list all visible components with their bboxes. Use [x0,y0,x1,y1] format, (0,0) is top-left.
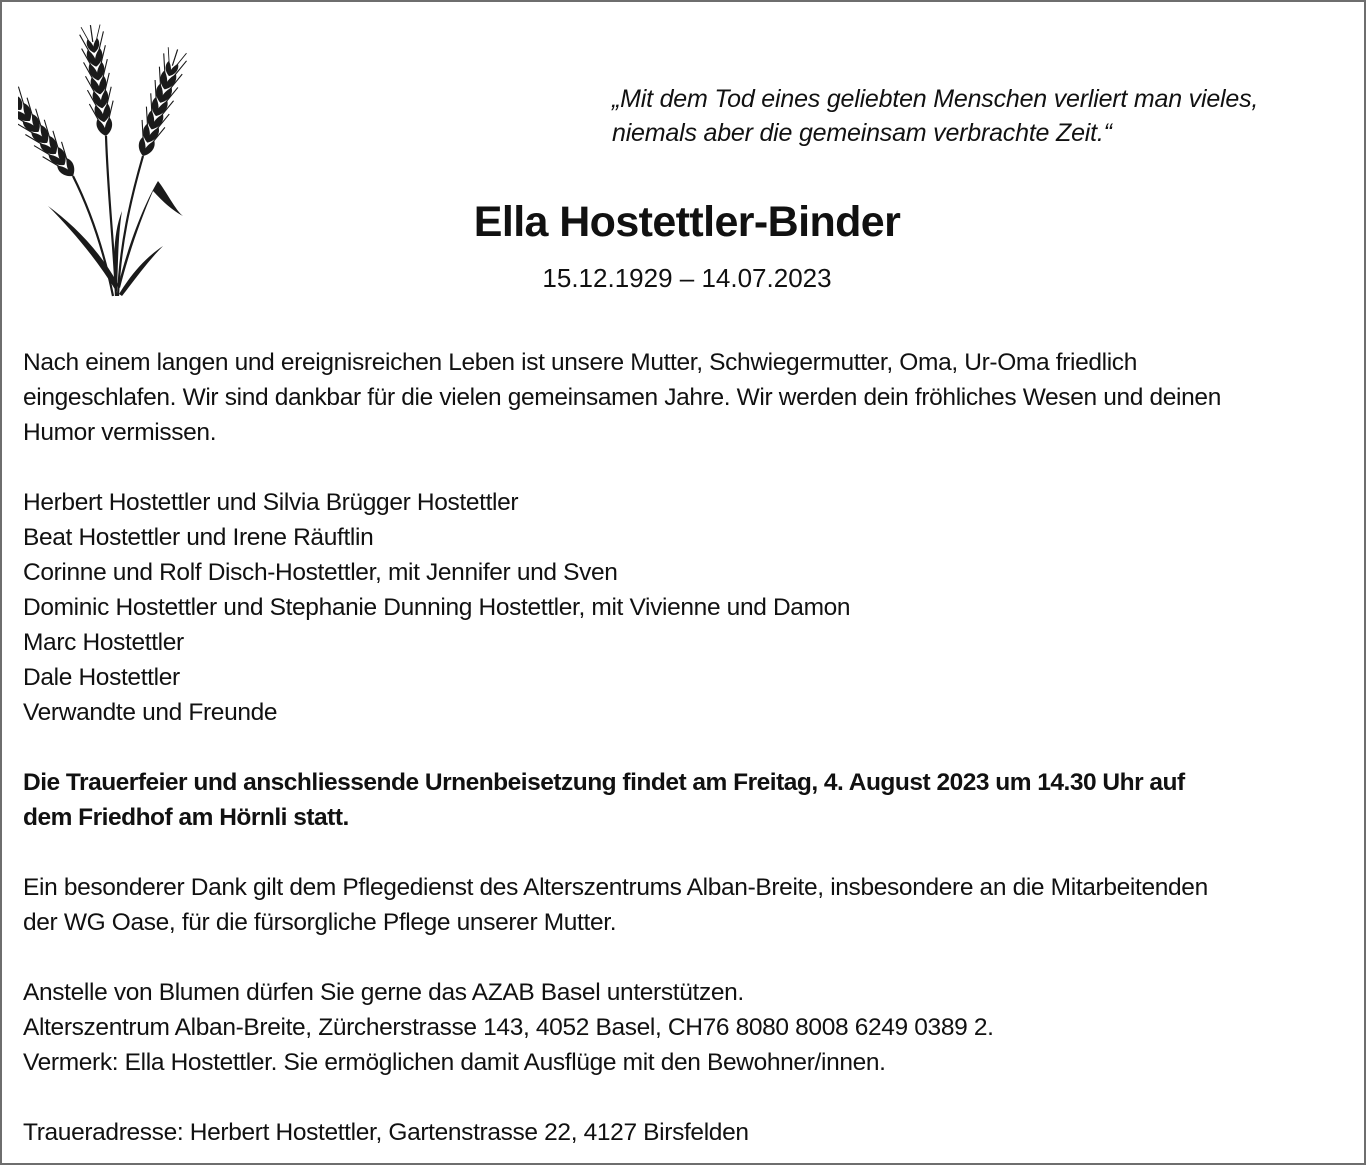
quote-line: niemals aber die gemeinsam verbrachte Zeit.“ [612,119,1112,147]
quote-line: „Mit dem Tod eines geliebten Menschen verliert man vieles, [612,85,1259,113]
mourner-line: Marc Hostettler [23,629,184,656]
life-dates: 15.12.1929 – 14.07.2023 [542,263,832,293]
thanks-line: der WG Oase, für die fürsorgliche Pflege unserer Mutter. [23,909,617,936]
obituary-body [23,345,1358,1150]
donation-line: Vermerk: Ella Hostettler. Sie ermöglichen damit Ausflüge mit den Bewohner/innen. [23,1049,886,1076]
mourner-line: Beat Hostettler und Irene Räuftlin [23,524,374,551]
donation-line: Alterszentrum Alban-Breite, Zürcherstrasse 143, 4052 Basel, CH76 8080 8008 6249 0389 2. [23,1014,994,1041]
intro-line: eingeschlafen. Wir sind dankbar für die vielen gemeinsamen Jahre. Wir werden dein fröhliches Wesen und deinen [23,384,1221,411]
mourner-line: Herbert Hostettler und Silvia Brügger Hostettler [23,489,519,516]
donation-line: Anstelle von Blumen dürfen Sie gerne das AZAB Basel unterstützen. [23,979,744,1006]
ceremony-line: dem Friedhof am Hörnli statt. [23,804,349,831]
wheat-icon [18,16,198,301]
mourning-address: Traueradresse: Herbert Hostettler, Gartenstrasse 22, 4127 Birsfelden [23,1119,749,1146]
intro-line: Humor vermissen. [23,419,217,446]
quote [612,82,1352,150]
mourner-line: Dominic Hostettler und Stephanie Dunning Hostettler, mit Vivienne und Damon [23,594,851,621]
mourner-line: Dale Hostettler [23,664,180,691]
ceremony-line: Die Trauerfeier und anschliessende Urnenbeisetzung findet am Freitag, 4. August 2023 um 14.30 Uhr auf [23,769,1185,796]
deceased-name: Ella Hostettler-Binder [473,198,901,246]
mourner-line: Verwandte und Freunde [23,699,278,726]
intro-line: Nach einem langen und ereignisreichen Leben ist unsere Mutter, Schwiegermutter, Oma, Ur-Oma friedlich [23,349,1137,376]
mourner-line: Corinne und Rolf Disch-Hostettler, mit Jennifer und Sven [23,559,618,586]
thanks-line: Ein besonderer Dank gilt dem Pflegedienst des Alterszentrums Alban-Breite, insbesondere an die Mitarbeitenden [23,874,1208,901]
